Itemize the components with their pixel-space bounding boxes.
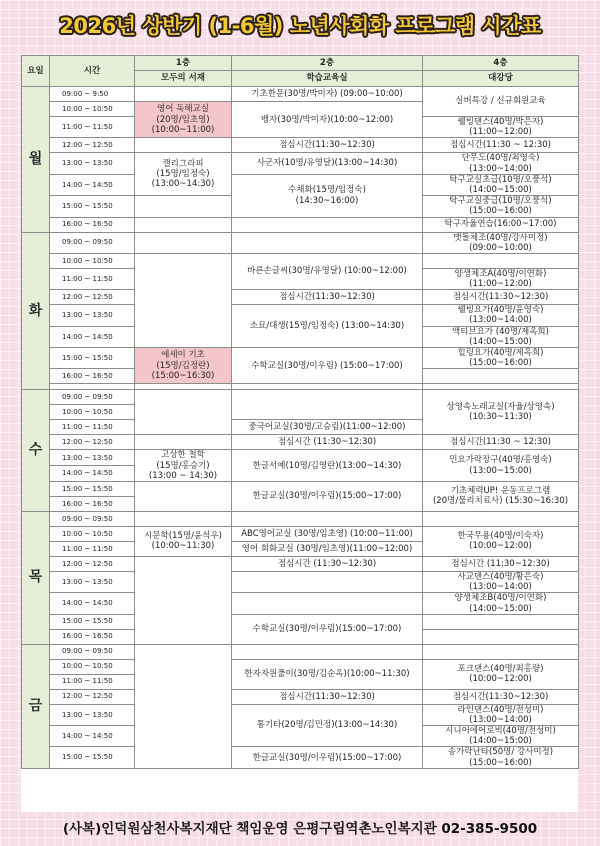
time-slot: 11:00 ~ 11:50 [50, 117, 135, 138]
class-cell: 실버특강 / 신규회원교육 [423, 87, 579, 117]
class-cell: 사군자(10명/유영달)(13:00~14:30) [232, 153, 423, 174]
time-slot: 12:00 ~ 12:50 [50, 290, 135, 305]
time-slot: 14:00 ~ 14:50 [50, 174, 135, 195]
class-cell: 상영속노래교실(자율/상영속) (10:30~11:30) [423, 390, 579, 435]
empty-cell [423, 369, 579, 384]
time-slot: 10:00 ~ 10:50 [50, 659, 135, 674]
time-slot: 14:00 ~ 14:50 [50, 726, 135, 747]
time-slot: 09:00 ~ 9:50 [50, 87, 135, 102]
class-cell: 시니어에어로빅(40명/전성미) (14:00~15:00) [423, 726, 579, 747]
time-slot: 15:00 ~ 15:50 [50, 747, 135, 768]
class-cell: 캘리그라피 (15명/임정숙) (13:00~14:30) [135, 153, 232, 196]
time-slot: 12:00 ~ 12:50 [50, 556, 135, 571]
header-room2: 학습교육실 [232, 71, 423, 87]
time-slot: 16:00 ~ 16:50 [50, 369, 135, 384]
empty-cell [135, 556, 232, 644]
empty-cell [135, 196, 232, 217]
class-cell: 뱅자(30명/박미자)(10:00~12:00) [232, 102, 423, 138]
page-title: 2026년 상반기 (1-6월) 노년사회화 프로그램 시간표 [59, 14, 541, 38]
class-cell: 수학교실(30명/이우림) (15:00~17:00) [232, 348, 423, 384]
time-slot: 15:00 ~ 15:50 [50, 614, 135, 629]
empty-cell [232, 644, 423, 659]
lunch-cell: 점심시간(11:30~12:30) [423, 689, 579, 704]
lunch-cell: 점심시간(11:30~12:30) [232, 689, 423, 704]
empty-cell [135, 138, 232, 153]
empty-cell [423, 253, 579, 268]
class-cell: 한글교실(30명/이우림)(15:00~17:00) [232, 481, 423, 511]
class-cell: 영어 독해교실 (20명/임초영) (10:00~11:00) [135, 102, 232, 138]
lunch-cell: 점심시간(11:30 ~ 12:30) [423, 138, 579, 153]
time-slot: 16:00 ~ 16:50 [50, 217, 135, 232]
class-cell: 한국무용(40명/이숙자) (10:00~12:00) [423, 526, 579, 556]
time-slot: 13:00 ~ 13:50 [50, 571, 135, 592]
time-slot: 14:00 ~ 14:50 [50, 593, 135, 614]
class-cell: 영어 회화교실 (30명/임초영)(11:00~12:00) [232, 541, 423, 556]
time-slot: 10:00 ~ 10:50 [50, 102, 135, 117]
class-cell: 한글교실(30명/이우림)(15:00~17:00) [232, 747, 423, 768]
class-cell: 웰빙댄스(40명/박은자) (11:00~12:00) [423, 117, 579, 138]
time-slot: 09:00 ~ 09:50 [50, 511, 135, 526]
header-floor4: 4층 [423, 56, 579, 71]
class-cell: 단무도(40명/최영숙) (13:00~14:00) [423, 153, 579, 174]
lunch-cell: 점심시간 (11:30~12:30) [232, 556, 423, 571]
empty-cell [232, 217, 423, 232]
time-slot: 11:00 ~ 11:50 [50, 541, 135, 556]
lunch-cell: 점심시간(11:30~12:30) [232, 290, 423, 305]
time-slot: 15:00 ~ 15:50 [50, 196, 135, 217]
time-slot: 11:00 ~ 11:50 [50, 420, 135, 435]
class-cell: 기초체력UP! 운동프로그램 (20명/물리치료사) (15:30~16:30) [423, 481, 579, 511]
day-fri: 금 [22, 644, 50, 768]
class-cell: 중국어교실(30명/고승림)(11:00~12:00) [232, 420, 423, 435]
time-slot: 12:00 ~ 12:50 [50, 689, 135, 704]
class-cell: 송가락난타(50명/ 강사미정) (15:00~16:00) [423, 747, 579, 768]
empty-cell [135, 87, 232, 102]
lunch-cell: 점심시간 (11:30~12:30) [423, 556, 579, 571]
time-slot: 16:00 ~ 16:50 [50, 629, 135, 644]
class-cell: 탁구교실중급(10명/오풍석) (15:00~16:00) [423, 196, 579, 217]
day-tue: 화 [22, 232, 50, 390]
class-cell: 시문학(15명/윤석우) (10:00~11:30) [135, 526, 232, 556]
lunch-cell: 점심시간(11:30~12:30) [423, 290, 579, 305]
lunch-cell: 점심시간 (11:30~12:30) [232, 435, 423, 450]
empty-cell [232, 593, 423, 614]
class-cell: 양생체조A(40명/이연화) (11:00~12:00) [423, 268, 579, 289]
class-cell: 통기타(20명/김민정)(13:00~14:30) [232, 704, 423, 747]
timetable-sheet [21, 55, 578, 812]
class-cell: 라인댄스(40명/전성미) (13:00~14:00) [423, 704, 579, 725]
empty-cell [135, 390, 232, 435]
class-cell: 고상한 철학 (15명/홍승기) (13:00 ~ 14:30) [135, 450, 232, 482]
class-cell: 액티브요가 (40명/제옥희) (14:00~15:00) [423, 326, 579, 347]
header-floor2: 2층 [232, 56, 423, 71]
class-cell: 맷돌체조(40명/강사미정) (09:00~10:00) [423, 232, 579, 253]
empty-cell [232, 571, 423, 592]
class-cell: 웰빙요가(40명/윤영숙) (13:00~14:00) [423, 305, 579, 326]
footer-contact: (사복)인덕원삼천사복지재단 책임운영 은평구립역촌노인복지관 02-385-9500 [62, 821, 538, 837]
time-slot: 11:00 ~ 11:50 [50, 674, 135, 689]
time-slot: 14:00 ~ 14:50 [50, 326, 135, 347]
class-cell: 수학교실(30명/이우림)(15:00~17:00) [232, 614, 423, 644]
class-cell: 바른손글씨(30명/유영달) (10:00~12:00) [232, 253, 423, 289]
timetable [21, 55, 579, 769]
time-slot: 12:00 ~ 12:50 [50, 138, 135, 153]
empty-cell [135, 481, 232, 511]
empty-cell [135, 232, 232, 253]
time-slot: 10:00 ~ 10:50 [50, 405, 135, 420]
class-cell: 한자자원풀이(30명/김순옥)(10:00~11:30) [232, 659, 423, 689]
time-slot: 16:00 ~ 16:50 [50, 496, 135, 511]
class-cell: 힐링요가(40명/제옥희) (15:00~16:00) [423, 348, 579, 369]
time-slot: 15:00 ~ 15:50 [50, 348, 135, 369]
time-slot: 13:00 ~ 13:50 [50, 153, 135, 174]
time-slot: 11:00 ~ 11:50 [50, 268, 135, 289]
empty-cell [423, 511, 579, 526]
time-slot: 13:00 ~ 13:50 [50, 704, 135, 725]
lunch-cell: 점심시간(11:30~12:30) [232, 138, 423, 153]
time-slot: 14:00 ~ 14:50 [50, 466, 135, 482]
class-cell: 탁구자율연습(16:00~17:00) [423, 217, 579, 232]
class-cell: 양생체조B(40명/이연화) (14:00~15:00) [423, 593, 579, 614]
empty-cell [232, 390, 423, 420]
empty-cell [232, 511, 423, 526]
empty-cell [135, 217, 232, 232]
class-cell: 탁구교실초급(10명/오풍석) (14:00~15:00) [423, 174, 579, 195]
class-cell: 포크댄스(40명/최홍량) (10:00~12:00) [423, 659, 579, 689]
time-slot: 15:00 ~ 15:50 [50, 481, 135, 496]
empty-cell [423, 644, 579, 659]
empty-cell [423, 629, 579, 644]
day-thu: 목 [22, 511, 50, 644]
header-time: 시간 [50, 56, 135, 87]
time-slot: 10:00 ~ 10:50 [50, 526, 135, 541]
empty-cell [232, 232, 423, 253]
class-cell: ABC영어교실 (30명/임초영) (10:00~11:00) [232, 526, 423, 541]
header-floor1: 1층 [135, 56, 232, 71]
time-slot: 09:00 ~ 09:50 [50, 644, 135, 659]
day-wed: 수 [22, 390, 50, 512]
day-mon: 월 [22, 87, 50, 233]
empty-cell [135, 253, 232, 347]
class-cell: 소묘/대생(15명/임정숙) (13:00~14:30) [232, 305, 423, 348]
time-slot: 09:00 ~ 09:50 [50, 390, 135, 405]
time-slot: 12:00 ~ 12:50 [50, 435, 135, 450]
empty-cell [135, 644, 232, 768]
time-slot: 10:00 ~ 10:50 [50, 253, 135, 268]
header-room1: 모두의 서재 [135, 71, 232, 87]
time-slot: 09:00 ~ 09:50 [50, 232, 135, 253]
class-cell: 사교댄스(40명/황은숙) (13:00~14:00) [423, 571, 579, 592]
class-cell: 기초한문(30명/박미자) (09:00~10:00) [232, 87, 423, 102]
class-cell: 민요가락장구(40명/홍영숙) (13:00~15:00) [423, 450, 579, 482]
class-cell: 수채화(15명/임정숙) (14:30~16:00) [232, 174, 423, 217]
time-slot: 13:00 ~ 13:50 [50, 450, 135, 466]
header-room4: 대강당 [423, 71, 579, 87]
class-cell: 한글서예(10명/김영란)(13:00~14:30) [232, 450, 423, 482]
header-day: 요일 [22, 56, 50, 87]
empty-cell [423, 614, 579, 629]
lunch-cell: 점심시간(11:30 ~ 12:30) [423, 435, 579, 450]
class-cell: 에세이 기초 (15명/김정란) (15:00~16:30) [135, 348, 232, 384]
empty-cell [135, 435, 232, 450]
time-slot: 13:00 ~ 13:50 [50, 305, 135, 326]
empty-cell [135, 511, 232, 526]
